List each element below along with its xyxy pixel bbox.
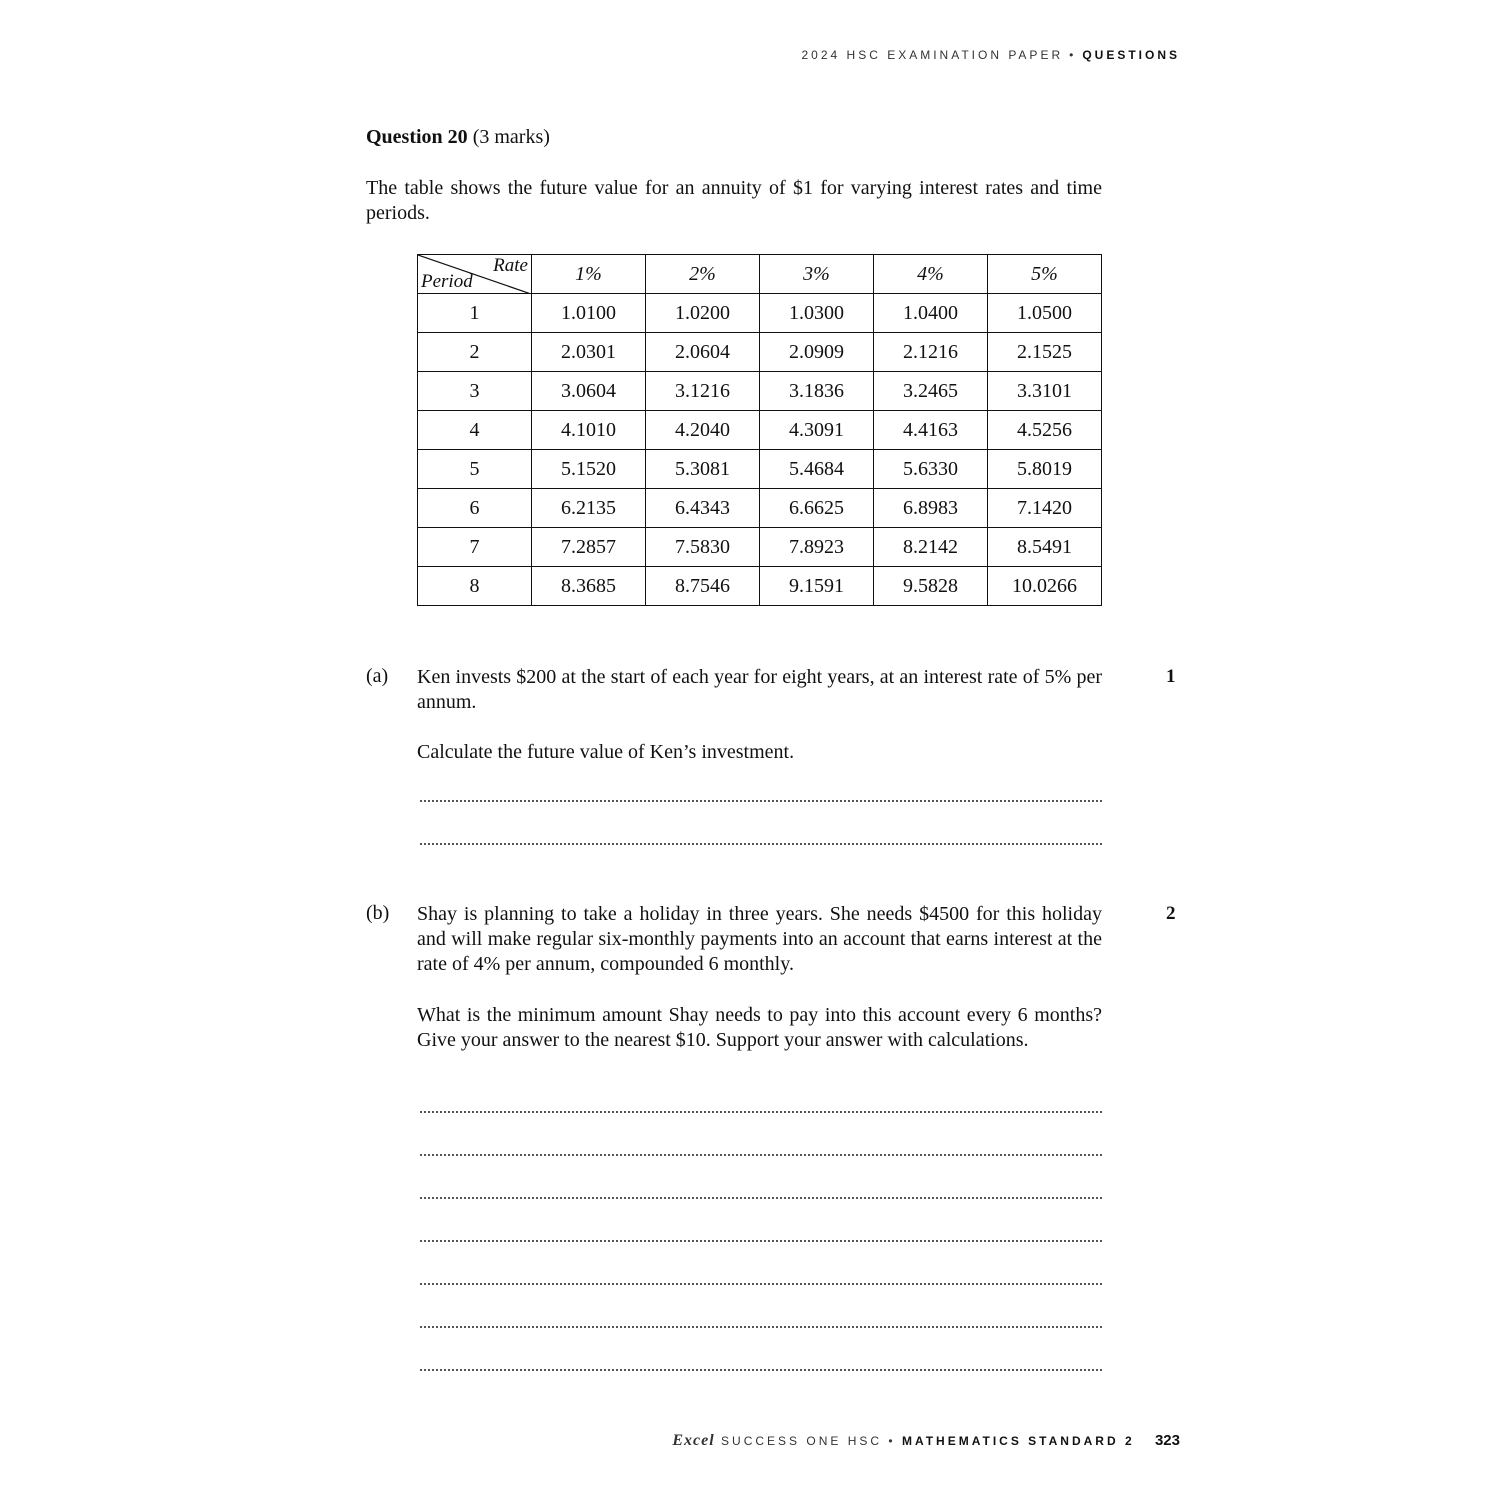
answer-line[interactable] <box>420 1111 1102 1113</box>
period-cell: 4 <box>418 411 532 450</box>
table-row <box>418 333 1102 372</box>
value-cell: 7.5830 <box>646 528 760 567</box>
running-head-right: QUESTIONS <box>1082 48 1180 62</box>
value-cell: 3.0604 <box>532 372 646 411</box>
answer-line[interactable] <box>420 1326 1102 1328</box>
part-b-marks: 2 <box>1166 903 1176 924</box>
value-cell: 4.5256 <box>988 411 1102 450</box>
footer-series: SUCCESS ONE HSC <box>721 1434 883 1448</box>
part-a-prompt: Calculate the future value of Ken’s investment. <box>417 741 795 763</box>
value-cell: 1.0400 <box>874 294 988 333</box>
question-number: Question 20 <box>366 126 468 148</box>
answer-line[interactable] <box>420 1240 1102 1242</box>
value-cell: 6.6625 <box>760 489 874 528</box>
value-cell: 9.5828 <box>874 567 988 606</box>
value-cell: 7.8923 <box>760 528 874 567</box>
value-cell: 2.0604 <box>646 333 760 372</box>
value-cell: 1.0300 <box>760 294 874 333</box>
value-cell: 1.0100 <box>532 294 646 333</box>
value-cell: 8.7546 <box>646 567 760 606</box>
value-cell: 5.8019 <box>988 450 1102 489</box>
footer-subject: MATHEMATICS STANDARD 2 <box>901 1434 1135 1448</box>
answer-line[interactable] <box>420 1283 1102 1285</box>
value-cell: 4.4163 <box>874 411 988 450</box>
footer-separator: • <box>888 1434 896 1448</box>
answer-line[interactable] <box>420 843 1102 845</box>
running-head <box>802 48 1181 62</box>
rate-header: 3% <box>760 255 874 294</box>
value-cell: 8.5491 <box>988 528 1102 567</box>
value-cell: 2.1525 <box>988 333 1102 372</box>
value-cell: 4.3091 <box>760 411 874 450</box>
table-row <box>418 567 1102 606</box>
period-cell: 2 <box>418 333 532 372</box>
table-row <box>418 372 1102 411</box>
table-row <box>418 528 1102 567</box>
value-cell: 1.0200 <box>646 294 760 333</box>
value-cell: 8.2142 <box>874 528 988 567</box>
period-cell: 5 <box>418 450 532 489</box>
rate-header: 2% <box>646 255 760 294</box>
part-b-label: (b) <box>366 902 390 924</box>
part-a-label: (a) <box>366 665 389 687</box>
question-intro: The table shows the future value for an annuity of $1 for varying interest rates and time periods. <box>366 177 1102 224</box>
value-cell: 7.1420 <box>988 489 1102 528</box>
value-cell: 4.2040 <box>646 411 760 450</box>
value-cell: 5.4684 <box>760 450 874 489</box>
value-cell: 7.2857 <box>532 528 646 567</box>
running-head-separator: • <box>1069 48 1077 62</box>
value-cell: 3.2465 <box>874 372 988 411</box>
value-cell: 10.0266 <box>988 567 1102 606</box>
value-cell: 2.0909 <box>760 333 874 372</box>
value-cell: 6.2135 <box>532 489 646 528</box>
page-footer <box>672 1432 1180 1450</box>
value-cell: 6.8983 <box>874 489 988 528</box>
period-cell: 1 <box>418 294 532 333</box>
question-title <box>366 126 550 149</box>
rate-header: 4% <box>874 255 988 294</box>
corner-rate-label: Rate <box>493 255 528 276</box>
footer-brand: Excel <box>672 1432 715 1449</box>
answer-line[interactable] <box>420 1197 1102 1199</box>
part-b-prompt: What is the minimum amount Shay needs to pay into this account every 6 months? Give your answer to the nearest $10. Support your answer with calculations. <box>417 1004 1102 1051</box>
value-cell: 1.0500 <box>988 294 1102 333</box>
table-row <box>418 294 1102 333</box>
answer-line[interactable] <box>420 800 1102 802</box>
part-b-text: Shay is planning to take a holiday in three years. She needs $4500 for this holiday and will make regular six-monthly payments into an account that earns interest at the rate of 4% per annum, compounded 6 monthly. <box>417 903 1102 975</box>
value-cell: 8.3685 <box>532 567 646 606</box>
page-number: 323 <box>1154 1432 1180 1449</box>
value-cell: 6.4343 <box>646 489 760 528</box>
part-a-text: Ken invests $200 at the start of each year for eight years, at an interest rate of 5% per annum. <box>417 666 1102 713</box>
value-cell: 5.1520 <box>532 450 646 489</box>
corner-period-label: Period <box>421 271 473 292</box>
table-row <box>418 489 1102 528</box>
value-cell: 5.6330 <box>874 450 988 489</box>
value-cell: 3.3101 <box>988 372 1102 411</box>
rate-header: 5% <box>988 255 1102 294</box>
value-cell: 3.1836 <box>760 372 874 411</box>
rate-header: 1% <box>532 255 646 294</box>
value-cell: 9.1591 <box>760 567 874 606</box>
value-cell: 4.1010 <box>532 411 646 450</box>
table-corner-cell <box>418 255 532 294</box>
running-head-left: 2024 HSC EXAMINATION PAPER <box>801 48 1064 62</box>
answer-line[interactable] <box>420 1154 1102 1156</box>
table-row <box>418 411 1102 450</box>
question-marks: (3 marks) <box>472 126 550 148</box>
answer-line[interactable] <box>420 1369 1102 1371</box>
value-cell: 5.3081 <box>646 450 760 489</box>
period-cell: 8 <box>418 567 532 606</box>
table-body <box>418 294 1102 606</box>
value-cell: 2.0301 <box>532 333 646 372</box>
part-a-marks: 1 <box>1166 666 1176 687</box>
future-value-table <box>417 254 1102 606</box>
period-cell: 6 <box>418 489 532 528</box>
period-cell: 7 <box>418 528 532 567</box>
table-row <box>418 450 1102 489</box>
period-cell: 3 <box>418 372 532 411</box>
value-cell: 2.1216 <box>874 333 988 372</box>
value-cell: 3.1216 <box>646 372 760 411</box>
table-header-row <box>418 255 1102 294</box>
